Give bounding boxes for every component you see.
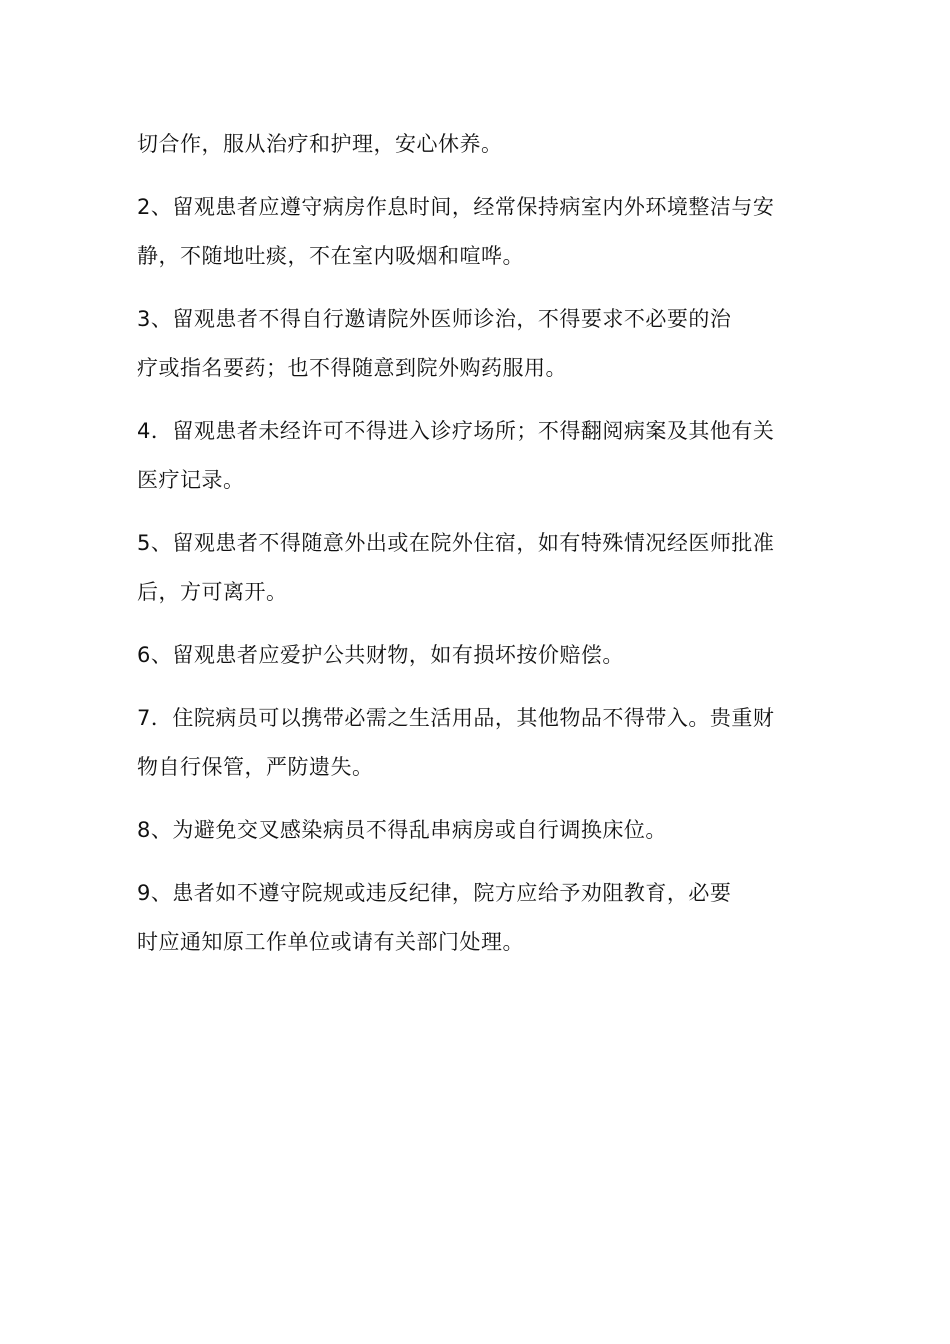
paragraph-line: 4．留观患者未经许可不得进入诊疗场所；不得翻阅病案及其他有关 xyxy=(137,419,775,443)
paragraph-line: 8、为避免交叉感染病员不得乱串病房或自行调换床位。 xyxy=(137,818,667,842)
paragraph-line: 5、留观患者不得随意外出或在院外住宿，如有特殊情况经医师批准 xyxy=(137,531,775,555)
paragraph-rule-4 xyxy=(137,413,817,498)
paragraph-line: 切合作，服从治疗和护理，安心休养。 xyxy=(137,132,503,156)
paragraph-rule-5 xyxy=(137,525,817,610)
paragraph-line: 静，不随地吐痰，不在室内吸烟和喧哗。 xyxy=(137,244,524,268)
paragraph-line: 6、留观患者应爱护公共财物，如有损坏按价赔偿。 xyxy=(137,643,624,667)
paragraph-line: 疗或指名要药；也不得随意到院外购药服用。 xyxy=(137,356,567,380)
paragraph-line: 7．住院病员可以携带必需之生活用品，其他物品不得带入。贵重财 xyxy=(137,706,775,730)
paragraph-rule-7 xyxy=(137,700,817,785)
paragraph-line: 9、患者如不遵守院规或违反纪律，院方应给予劝阻教育，必要 xyxy=(137,881,732,905)
document-page xyxy=(137,126,817,987)
paragraph-rule-2 xyxy=(137,189,817,274)
paragraph-rule-9 xyxy=(137,875,817,960)
paragraph-line: 医疗记录。 xyxy=(137,468,245,492)
paragraph-line: 时应通知原工作单位或请有关部门处理。 xyxy=(137,930,524,954)
paragraph-line: 3、留观患者不得自行邀请院外医师诊治，不得要求不必要的治 xyxy=(137,307,732,331)
paragraph-rule-3 xyxy=(137,301,817,386)
paragraph-rule-8 xyxy=(137,812,817,848)
paragraph-rule-6 xyxy=(137,637,817,673)
paragraph-continuation xyxy=(137,126,817,162)
paragraph-line: 2、留观患者应遵守病房作息时间，经常保持病室内外环境整洁与安 xyxy=(137,195,775,219)
paragraph-line: 后，方可离开。 xyxy=(137,580,288,604)
paragraph-line: 物自行保管，严防遗失。 xyxy=(137,755,374,779)
